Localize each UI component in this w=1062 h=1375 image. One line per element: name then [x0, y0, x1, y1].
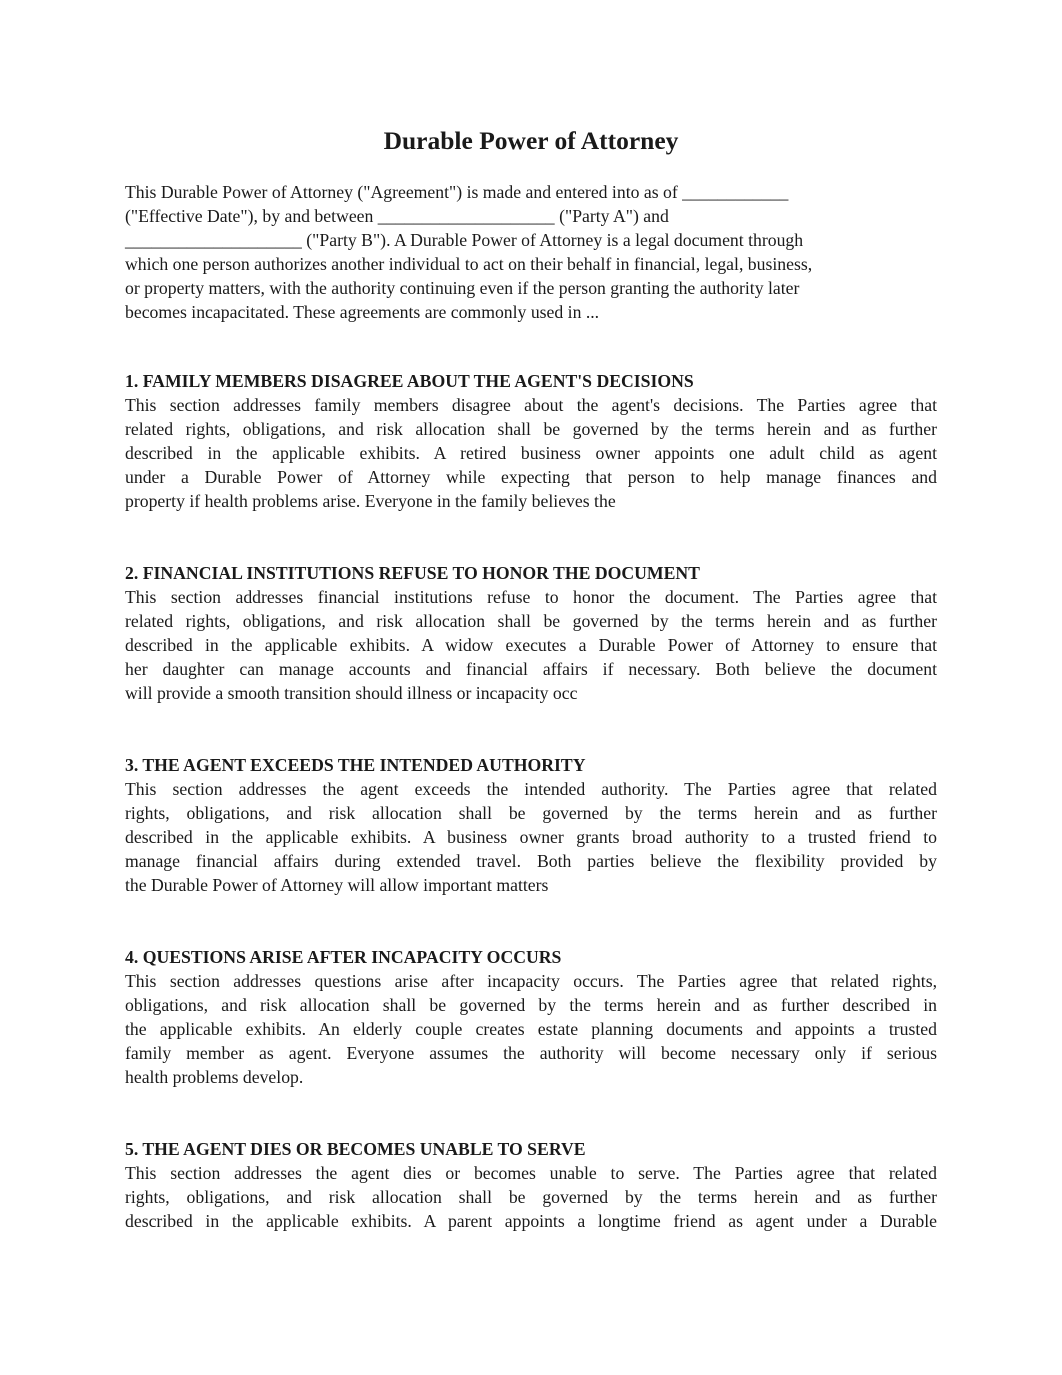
intro-line: or property matters, with the authority continuing even if the person granting the authority later [125, 278, 800, 298]
section-body [125, 585, 937, 705]
section-body [125, 1161, 937, 1233]
intro-line: which one person authorizes another individual to act on their behalf in financial, legal, business, [125, 254, 813, 274]
section-heading: 3. THE AGENT EXCEEDS THE INTENDED AUTHORITY [125, 755, 586, 775]
section-body [125, 969, 937, 1089]
section-line: her daughter can manage accounts and financial affairs if necessary. Both believe the document [125, 659, 937, 679]
intro-paragraph [125, 180, 937, 324]
section-line: the Durable Power of Attorney will allow important matters [125, 875, 549, 895]
section-4 [125, 945, 937, 1089]
section-line: related rights, obligations, and risk allocation shall be governed by the terms herein and as further [125, 419, 937, 439]
section-line: This section addresses the agent exceeds the intended authority. The Parties agree that related [125, 779, 937, 799]
section-line: This section addresses questions arise after incapacity occurs. The Parties agree that related rights, [125, 971, 937, 991]
section-line: This section addresses the agent dies or becomes unable to serve. The Parties agree that related [125, 1163, 937, 1183]
section-1 [125, 369, 937, 513]
section-heading: 1. FAMILY MEMBERS DISAGREE ABOUT THE AGENT'S DECISIONS [125, 371, 694, 391]
section-line: rights, obligations, and risk allocation shall be governed by the terms herein and as further [125, 803, 937, 823]
section-line: related rights, obligations, and risk allocation shall be governed by the terms herein and as further [125, 611, 937, 631]
section-2 [125, 561, 937, 705]
section-line: described in the applicable exhibits. A parent appoints a longtime friend as agent under a Durable [125, 1211, 937, 1231]
section-line: rights, obligations, and risk allocation shall be governed by the terms herein and as further [125, 1187, 937, 1207]
section-line: the applicable exhibits. An elderly couple creates estate planning documents and appoints a trusted [125, 1019, 937, 1039]
section-3 [125, 753, 937, 897]
section-heading: 4. QUESTIONS ARISE AFTER INCAPACITY OCCURS [125, 947, 562, 967]
intro-line: ("Effective Date"), by and between ____________________ ("Party A") and [125, 206, 669, 226]
section-line: described in the applicable exhibits. A widow executes a Durable Power of Attorney to ensure that [125, 635, 937, 655]
intro-line: This Durable Power of Attorney ("Agreement") is made and entered into as of ____________ [125, 182, 789, 202]
intro-line: ____________________ ("Party B"). A Durable Power of Attorney is a legal document through [125, 230, 804, 250]
section-line: This section addresses financial institutions refuse to honor the document. The Parties agree that [125, 587, 937, 607]
section-line: under a Durable Power of Attorney while expecting that person to help manage finances and [125, 467, 937, 487]
intro-line: becomes incapacitated. These agreements are commonly used in ... [125, 302, 600, 322]
section-5 [125, 1137, 937, 1233]
section-line: described in the applicable exhibits. A business owner grants broad authority to a trusted friend to [125, 827, 937, 847]
section-line: will provide a smooth transition should illness or incapacity occ [125, 683, 578, 703]
section-line: This section addresses family members disagree about the agent's decisions. The Parties agree that [125, 395, 937, 415]
section-line: health problems develop. [125, 1067, 304, 1087]
section-line: described in the applicable exhibits. A retired business owner appoints one adult child as agent [125, 443, 937, 463]
section-line: obligations, and risk allocation shall be governed by the terms herein and as further described in [125, 995, 937, 1015]
section-line: family member as agent. Everyone assumes the authority will become necessary only if serious [125, 1043, 937, 1063]
section-line: manage financial affairs during extended travel. Both parties believe the flexibility provided by [125, 851, 937, 871]
section-body [125, 777, 937, 897]
document-title: Durable Power of Attorney [383, 126, 679, 155]
section-line: property if health problems arise. Everyone in the family believes the [125, 491, 616, 511]
section-heading: 5. THE AGENT DIES OR BECOMES UNABLE TO SERVE [125, 1139, 586, 1159]
section-body [125, 393, 937, 513]
section-heading: 2. FINANCIAL INSTITUTIONS REFUSE TO HONOR THE DOCUMENT [125, 563, 700, 583]
